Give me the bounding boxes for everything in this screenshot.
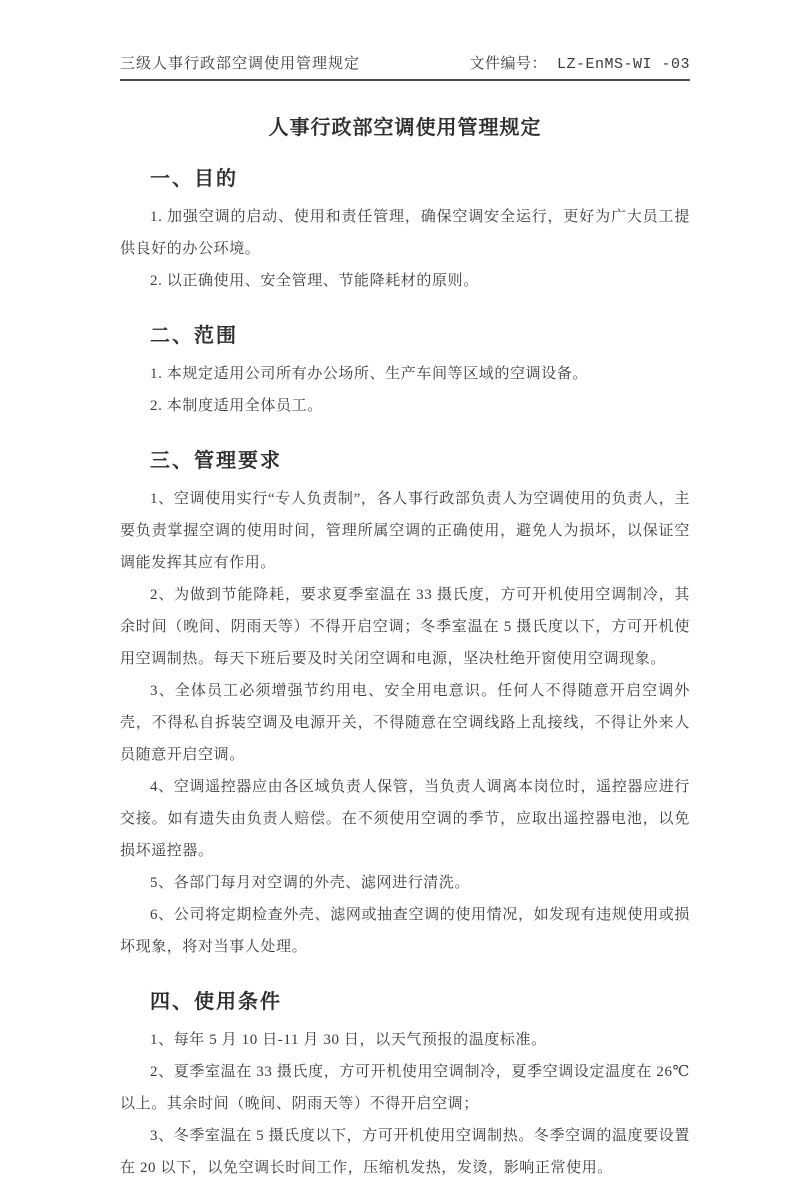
section-usage-conditions (120, 985, 690, 1184)
section-management-requirements (120, 444, 690, 963)
paragraph: 2、为做到节能降耗，要求夏季室温在 33 摄氏度，方可开机使用空调制冷，其余时间（晚间、阴雨天等）不得开启空调；冬季室温在 5 摄氏度以下，方可开机使用空调制热。每天下班后要及时关闭空调和电源，坚决杜绝开窗使用空调现象。 (120, 587, 690, 667)
section-heading: 四、使用条件 (150, 991, 282, 1013)
paragraph: 4、空调遥控器应由各区域负责人保管，当负责人调离本岗位时，遥控器应进行交接。如有遗失由负责人赔偿。在不须使用空调的季节，应取出遥控器电池，以免损坏遥控器。 (120, 779, 690, 859)
paragraph: 1. 加强空调的启动、使用和责任管理，确保空调安全运行，更好为广大员工提供良好的办公环境。 (120, 209, 690, 257)
paragraph: 2. 以正确使用、安全管理、节能降耗材的原则。 (150, 273, 479, 289)
paragraph: 2、夏季室温在 33 摄氏度，方可开机使用空调制冷，夏季空调设定温度在 26℃以上。其余时间（晚间、阴雨天等）不得开启空调； (120, 1064, 690, 1112)
paragraph: 6、公司将定期检查外壳、滤网或抽查空调的使用情况，如发现有违规使用或损坏现象，将对当事人处理。 (120, 907, 690, 955)
page-title: 人事行政部空调使用管理规定 (268, 117, 542, 139)
header-document-title: 三级人事行政部空调使用管理规定 (120, 56, 361, 72)
section-purpose (120, 162, 690, 297)
paragraph: 1. 本规定适用公司所有办公场所、生产车间等区域的空调设备。 (150, 366, 589, 382)
file-number-label: 文件编号： (469, 56, 547, 72)
paragraph: 3、冬季室温在 5 摄氏度以下，方可开机使用空调制热。冬季空调的温度要设置在 20 以下，以免空调长时间工作，压缩机发热，发烫，影响正常使用。 (120, 1128, 690, 1176)
paragraph: 1、空调使用实行“专人负责制”，各人事行政部负责人为空调使用的负责人，主要负责掌握空调的使用时间，管理所属空调的正确使用，避免人为损坏，以保证空调能发挥其应有作用。 (120, 491, 690, 571)
paragraph: 2. 本制度适用全体员工。 (150, 398, 323, 414)
section-heading: 三、管理要求 (150, 450, 282, 472)
section-heading: 一、目的 (150, 168, 238, 190)
document-header (120, 52, 690, 81)
paragraph: 5、各部门每月对空调的外壳、滤网进行清洗。 (150, 875, 471, 891)
header-file-number (469, 52, 690, 73)
paragraph: 1、每年 5 月 10 日-11 月 30 日，以天气预报的温度标准。 (150, 1032, 547, 1048)
file-number-value: LZ-EnMS-WI -03 (556, 56, 690, 73)
section-scope (120, 319, 690, 422)
paragraph: 3、全体员工必须增强节约用电、安全用电意识。任何人不得随意开启空调外壳，不得私自拆装空调及电源开关，不得随意在空调线路上乱接线，不得让外来人员随意开启空调。 (120, 683, 690, 763)
section-heading: 二、范围 (150, 325, 238, 347)
